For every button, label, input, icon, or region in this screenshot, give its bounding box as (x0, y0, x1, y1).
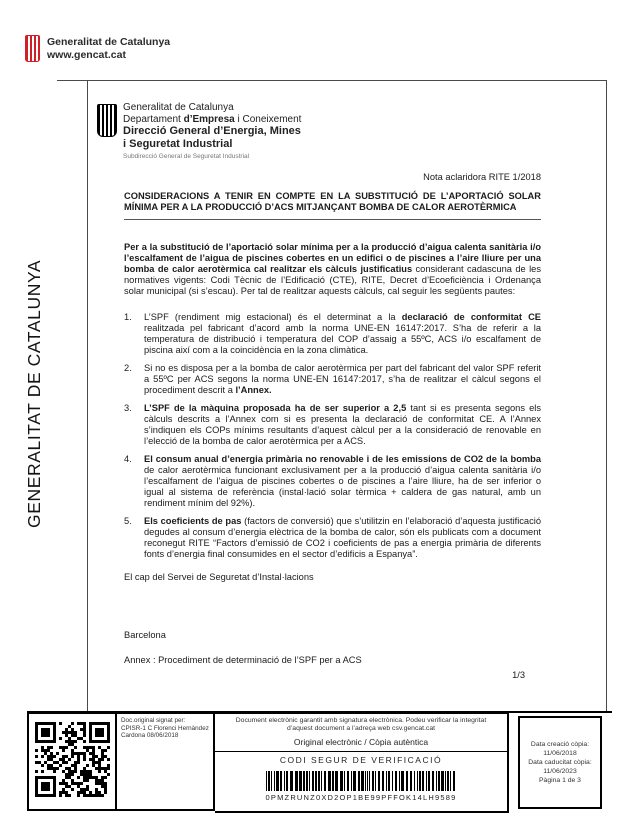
item-text: Si no es disposa per a la bomba de calor aerotèrmica per part del fabricant del valor SPF referit a 55ºC per ACS segons la norma UNE-EN 16147:2017, s’ha de realitzar el càlcul segons el procediment descrit a l’Annex. (144, 363, 541, 395)
intro-paragraph: Per a la substitució de l’aportació solar mínima per a la producció d’aigua calenta sanitària i/o l’escalfament de l’aigua de piscines cobertes en un edifici o de piscines a l’aire lliure per una bomba de calor aerotèrmica cal realitzar els càlculs justificatius considerant cadascuna de les normatives vigents: Codi Tècnic de l’Edificació (CTE), RITE, Decret d’Ecoeficiència i Ordenança solar municipal (si s’escau). Per tal de realitzar aquests càlculs, cal seguir les següents pautes: (124, 242, 541, 296)
letterhead-line2: Departament d’Empresa i Coneixement (123, 113, 302, 125)
annex-line: Annex : Procediment de determinació de l’SPF per a ACS (124, 655, 362, 665)
pautes-list (124, 312, 541, 560)
item-number: 5. (124, 516, 132, 526)
signature-role: El cap del Servei de Seguretat d’Instal·lacions (124, 572, 314, 582)
list-item (124, 312, 541, 356)
page-number: 1/3 (512, 670, 525, 680)
item-text: L’SPF (rendiment mig estacional) és el determinat a la declaració de conformitat CE realitzada pel fabricant d’acord amb la norma UNE-EN 16147:2017. S’ha de referir a la temperatura de distribució i temperatura del COP d’assaig a 55ºC, ACS i/o escalfament de piscina així com a la coincidència en la zona climàtica. (144, 312, 541, 355)
copy-created-label: Data creació còpia: (530, 741, 590, 748)
list-item (124, 363, 541, 396)
signed-by-label: Doc.original signat per: (121, 717, 186, 724)
letterhead-line5: Subdirecció General de Seguretat Industrial (123, 153, 250, 160)
item-text: Els coeficients de pas (factors de conversió) que s’utilitzin en l’elaboració d’aquesta justificació degudes al consum d’energia elèctrica de la bomba de calor, són els publicats com a document reconegut RITE “Factors d’emissió de CO2 i coeficients de pas a energia primària de diferents fonts d’energia final consumides en el sector d’edificis a Espanya”. (144, 516, 541, 559)
original-copy-label: Original electrònic / Còpia autèntica (293, 737, 429, 747)
qr-verification-box (27, 712, 117, 811)
letterhead-line1: Generalitat de Catalunya (123, 102, 234, 113)
item-text: El consum anual d’energia primària no renovable i de les emissions de CO2 de la bomba de calor aerotèrmica funcionant exclusivament per a la producció d’aigua calenta sanitària i/o l’escalfament de l’aigua de piscines cobertes o de piscines a l’aire lliure, ha de ser inferior o igual al sistema de referència (instal·lació solar tèrmica + caldera de gas natural, amb un rendiment mínim del 92%). (144, 454, 541, 508)
csv-label: CODI SEGUR DE VERIFICACIÓ (279, 755, 443, 765)
letterhead-line4: i Seguretat Industrial (123, 137, 233, 150)
signed-by-name: CPISR-1 C Florenci Hernàndez (121, 724, 209, 732)
barcode-icon (225, 771, 497, 791)
item-number: 2. (124, 363, 132, 373)
qr-code-icon (35, 722, 110, 802)
senyera-bw-icon (97, 104, 117, 137)
letterhead-line3: Direcció General d’Energia, Mines (123, 125, 301, 137)
divider (215, 751, 507, 752)
sidebar-vertical-title: GENERALITAT DE CATALUNYA (24, 259, 44, 528)
letter-body (124, 172, 541, 681)
document-title: CONSIDERACIONS A TENIR EN COMPTE EN LA SUBSTITUCIÓ DE L’APORTACIÓ SOLAR MÍNIMA PER A LA PRODUCCIÓ D’ACS MITJANÇANT BOMBA DE CALOR AEROTÈRMICA (124, 191, 541, 220)
brand-url: www.gencat.cat (47, 48, 126, 61)
city-line: Barcelona (124, 630, 166, 640)
list-item (124, 454, 541, 509)
gencat-brand (25, 35, 170, 62)
letterhead (97, 102, 301, 163)
brand-name: Generalitat de Catalunya (47, 36, 171, 48)
list-item (124, 403, 541, 447)
verification-box (215, 712, 509, 813)
guarantee-line2: d’aquest document a l’adreça web csv.gencat.cat (287, 725, 435, 732)
copy-created-date: 11/06/2018 (543, 750, 577, 757)
copy-expiry-date: 11/06/2023 (543, 768, 577, 775)
copy-dates-box (518, 716, 602, 809)
item-text: L’SPF de la màquina proposada ha de ser superior a 2,5 tant si es presenta segons els càlculs descrits a l’Annex com si es presenta la declaració de conformitat CE. A l’Annex s’indiquen els COPs mínims resultants d’aquest càlcul per a la consideració de renovable en l’elecció de la bomba de calor aerotèrmica per a ACS. (144, 403, 541, 446)
signed-by-date: Cardona 08/06/2018 (121, 732, 179, 739)
senyera-red-icon (25, 35, 40, 62)
page-frame-extension (57, 80, 88, 81)
item-number: 3. (124, 403, 132, 413)
list-item (124, 516, 541, 560)
note-reference: Nota aclaridora RITE 1/2018 (423, 172, 541, 182)
copy-expiry-label: Data caducitat còpia: (528, 759, 592, 766)
item-number: 1. (124, 312, 132, 322)
signature-box (117, 712, 215, 811)
item-number: 4. (124, 454, 132, 464)
guarantee-line1: Document electrònic garantit amb signatura electrònica. Podeu verificar la integritat (235, 717, 487, 724)
footer-page-label: Pàgina 1 de 3 (539, 777, 581, 784)
csv-code: 0PMZRUNZ0XD2OP1BE99PFFOK14LH9589 (265, 793, 457, 802)
